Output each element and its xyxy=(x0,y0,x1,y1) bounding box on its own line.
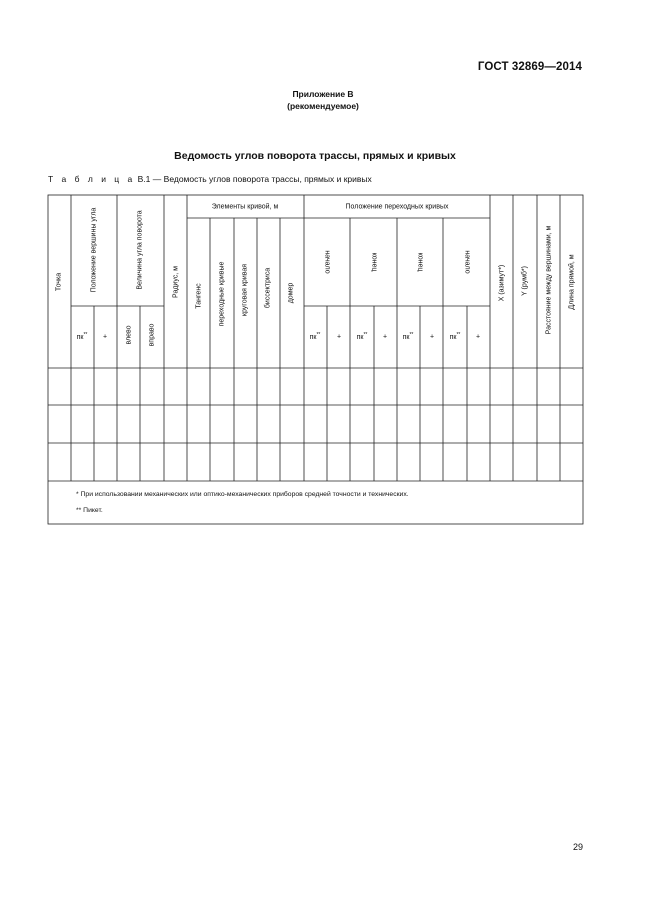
header-circular-curve: круговая кривая xyxy=(241,263,249,317)
page-number: 29 xyxy=(572,842,583,852)
appendix-subtitle: (рекомендуемое) xyxy=(287,101,359,111)
sub-plus-2: + xyxy=(336,333,342,341)
sub-plus-1: + xyxy=(102,333,108,341)
footnote-1: * При использовании механических или оптико-механических приборов средней точности и технических. xyxy=(76,491,409,498)
footnote-2: ** Пикет. xyxy=(76,507,103,514)
appendix-title: Приложение В xyxy=(292,89,354,99)
sub-plus-5: + xyxy=(475,333,481,341)
sub-pk-2: пк** xyxy=(309,332,321,341)
header-end-2: конец xyxy=(416,252,424,272)
header-domer: домер xyxy=(287,282,295,304)
document-title: Ведомость углов поворота трассы, прямых и кривых xyxy=(174,150,456,162)
header-transition-positions: Положение переходных кривых xyxy=(345,203,449,211)
header-y: Y (румб*) xyxy=(521,266,529,296)
sub-plus-3: + xyxy=(382,333,388,341)
table-caption-dash: — xyxy=(152,174,162,184)
header-start-1: начало xyxy=(323,250,331,274)
header-start-2: начало xyxy=(463,250,471,274)
sub-pk-1: пк** xyxy=(76,332,88,341)
header-tangent: Тангенс xyxy=(195,283,203,309)
sub-left: влево xyxy=(125,325,133,345)
standard-number: ГОСТ 32869—2014 xyxy=(477,61,582,73)
header-transition-curve: переходные кривые xyxy=(218,261,226,327)
table-caption-number: В.1 xyxy=(137,174,151,184)
sub-pk-3: пк** xyxy=(356,332,368,341)
header-radius: Радиус, м xyxy=(172,266,180,298)
sub-right: вправо xyxy=(148,323,156,347)
sub-pk-5: пк** xyxy=(449,332,461,341)
header-end-1: конец xyxy=(370,252,378,272)
header-x: X (азимут*) xyxy=(498,264,506,302)
table-caption-label: Т а б л и ц а xyxy=(48,174,136,184)
header-curve-elements: Элементы кривой, м xyxy=(211,203,279,211)
table-caption-text: Ведомость углов поворота трассы, прямых и кривых xyxy=(163,174,372,184)
sub-pk-4: пк** xyxy=(402,332,414,341)
header-line-length: Длина прямой, м xyxy=(568,254,576,310)
header-bisector: биссектриса xyxy=(264,267,272,309)
header-point: Точка xyxy=(55,272,63,292)
header-vertex-position: Положение вершины угла xyxy=(90,207,98,293)
sub-plus-4: + xyxy=(429,333,435,341)
header-angle-value: Величина угла поворота xyxy=(136,210,144,290)
header-distance: Расстояние между вершинами, м xyxy=(545,225,553,335)
